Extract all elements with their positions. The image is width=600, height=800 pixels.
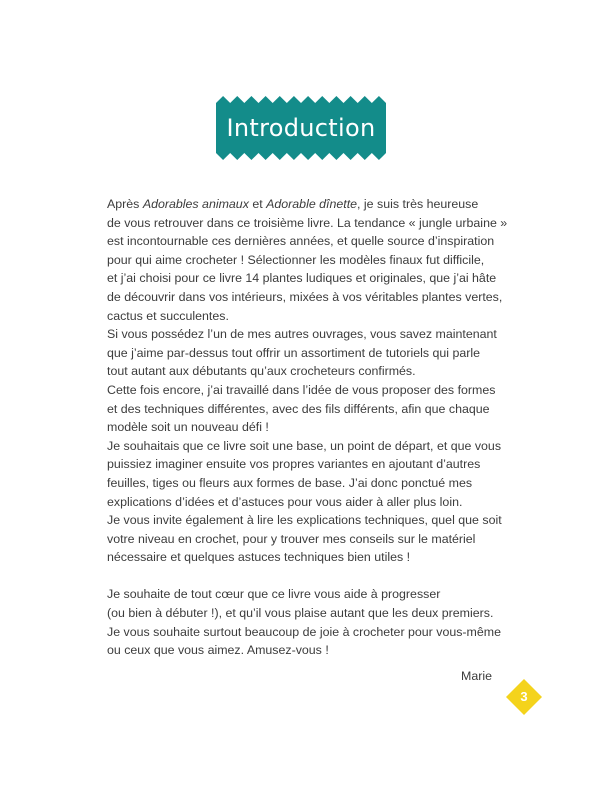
text-line: Si vous possédez l’un de mes autres ouvrages, vous savez maintenant: [107, 327, 497, 342]
text-line: modèle soit un nouveau défi !: [107, 420, 269, 435]
text-line: et j’ai choisi pour ce livre 14 plantes ludiques et originales, que j’ai hâte: [107, 271, 497, 286]
title-banner: [216, 96, 386, 160]
text-line: explications d’idées et d’astuces pour vous aider à aller plus loin.: [107, 494, 463, 509]
text-line: Je vous invite également à lire les explications techniques, quel que soit: [107, 513, 502, 528]
book-title-adorables-animaux: Adorables animaux: [142, 197, 249, 211]
text-line: ou ceux que vous aimez. Amusez-vous !: [107, 643, 329, 658]
text-line: Je vous souhaite surtout beaucoup de joie à crocheter pour vous-même: [107, 624, 501, 639]
text-line: Cette fois encore, j’ai travaillé dans l’idée de vous proposer des formes: [107, 382, 496, 397]
text-line: feuilles, tiges ou fleurs aux formes de base. J’ai donc ponctué mes: [107, 475, 473, 490]
text-line: votre niveau en crochet, pour y trouver mes conseils sur le matériel: [107, 531, 476, 546]
page-number-badge: [506, 679, 542, 715]
text-line: puissiez imaginer ensuite vos propres variantes en ajoutant d’autres: [107, 457, 481, 472]
signature: Marie: [461, 669, 492, 683]
page-number: 3: [520, 689, 528, 704]
text-line: pour qui aime crocheter ! Sélectionner les modèles finaux fut difficile,: [107, 252, 485, 267]
book-title-adorable-dinette: Adorable dînette: [266, 197, 358, 211]
text-line: tout autant aux débutants qu’aux crocheteurs confirmés.: [107, 364, 416, 379]
text-line: que j’aime par-dessus tout offrir un assortiment de tutoriels qui parle: [107, 345, 481, 360]
text-line: est incontournable ces dernières années, et quelle source d’inspiration: [107, 234, 495, 249]
text-line: nécessaire et quelques astuces techniques bien utiles !: [107, 550, 411, 565]
first-line: Après Adorables animaux et Adorable dînette, je suis très heureuse: [107, 197, 479, 211]
text-line: (ou bien à débuter !), et qu’il vous plaise autant que les deux premiers.: [107, 606, 494, 621]
text-line: de vous retrouver dans ce troisième livre. La tendance « jungle urbaine »: [107, 215, 508, 230]
text-line: de découvrir dans vos intérieurs, mixées à vos véritables plantes vertes,: [107, 289, 503, 304]
text-line: cactus et succulentes.: [107, 308, 229, 323]
text-line: Je souhaitais que ce livre soit une base, un point de départ, et que vous: [107, 438, 502, 453]
text-line: et des techniques différentes, avec des fils différents, afin que chaque: [107, 401, 490, 416]
text-line: Je souhaite de tout cœur que ce livre vous aide à progresser: [107, 587, 441, 602]
paragraph-gap: [107, 567, 507, 586]
page-title: Introduction: [226, 114, 376, 142]
introduction-text: [107, 195, 507, 660]
